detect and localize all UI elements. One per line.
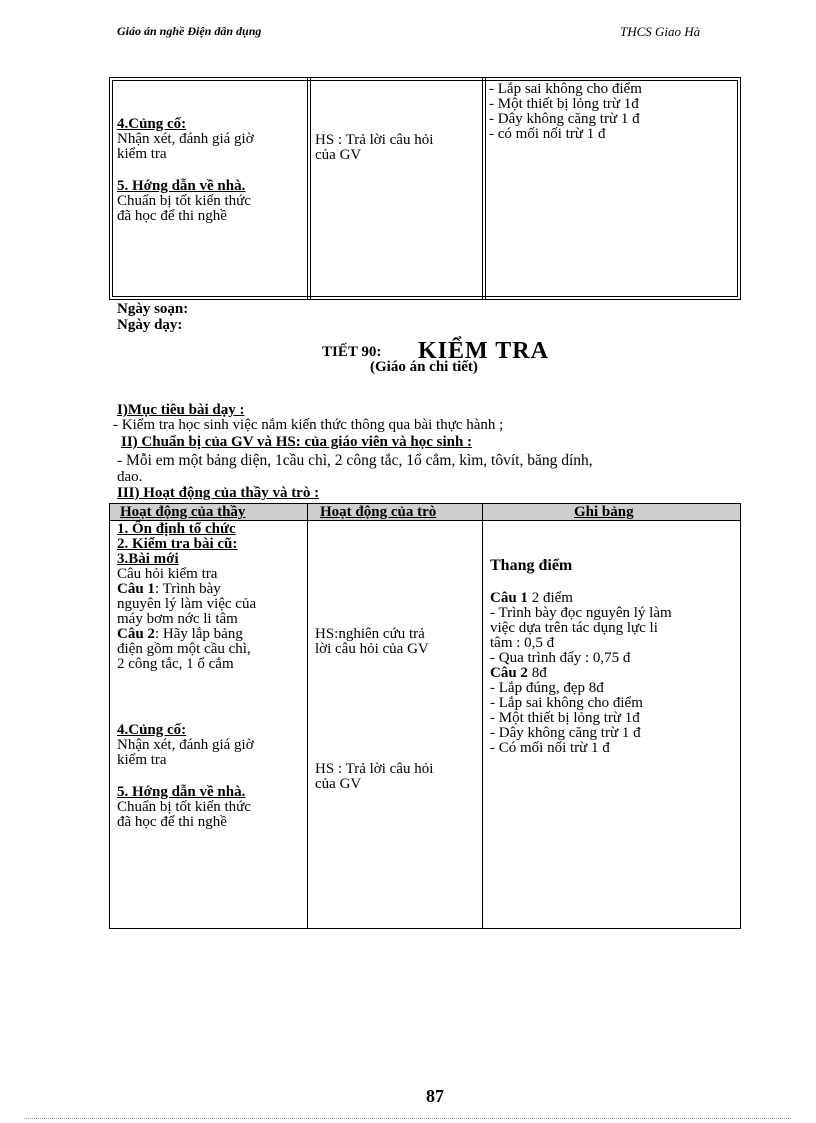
hs-line: HS : Trả lời câu hỏi bbox=[315, 761, 434, 777]
cung-co-line: kiểm tra bbox=[117, 752, 167, 768]
cung-co-line: Nhận xét, đánh giá giờ bbox=[117, 737, 254, 753]
cau1-line: nguyên lý làm việc của bbox=[117, 596, 257, 612]
cau1-line: Câu 1: Trình bày bbox=[117, 581, 221, 597]
chuan-bi-line: - Mỗi em một bảng diện, 1cầu chì, 2 công tắc, 1ổ cắm, kìm, tôvít, băng dính, bbox=[117, 452, 593, 469]
col3-item: - Lắp đúng, đẹp 8đ bbox=[490, 680, 604, 696]
top-table-col2 bbox=[315, 133, 433, 163]
main-col2-block1 bbox=[315, 627, 429, 657]
col3-cau1: Câu 1 2 điểm bbox=[490, 590, 573, 606]
top-table-col1 bbox=[117, 117, 254, 224]
muc-tieu-text: - Kiểm tra học sinh việc nắm kiến thức thông qua bài thực hành ; bbox=[113, 417, 504, 433]
header-teacher: Hoạt động của thầy bbox=[120, 504, 246, 520]
ngay-day: Ngày dạy: bbox=[117, 317, 183, 333]
lesson-title: KIỂM TRA bbox=[418, 338, 549, 364]
header-board: Ghi bảng bbox=[574, 504, 634, 520]
col3-item: - Dây không căng trừ 1 đ bbox=[490, 725, 641, 741]
hs-line: lời câu hỏi của GV bbox=[315, 641, 429, 657]
top-cung-co-line: Nhận xét, đánh giá giờ bbox=[117, 131, 254, 147]
muc-tieu-title: I)Mục tiêu bài dạy : bbox=[117, 402, 245, 418]
top-criteria-item: - Một thiết bị lỏng trừ 1đ bbox=[489, 96, 639, 112]
col3-item: - Có mối nối trừ 1 đ bbox=[490, 740, 610, 756]
col3-item: - Lắp sai không cho điểm bbox=[490, 695, 643, 711]
page-number: 87 bbox=[426, 1086, 444, 1106]
cau1-line: máy bơm nớc li tâm bbox=[117, 611, 238, 627]
cau2-line: điện gồm một cầu chì, bbox=[117, 641, 251, 657]
page-bottom-rule bbox=[25, 1118, 791, 1119]
huong-dan-line: đã học để thi nghề bbox=[117, 814, 227, 830]
top-huong-dan-line: đã học để thi nghề bbox=[117, 208, 227, 224]
ngay-soan: Ngày soạn: bbox=[117, 301, 189, 317]
lesson-number: TIẾT 90: bbox=[322, 344, 382, 360]
col3-cau2: Câu 2 8đ bbox=[490, 665, 547, 681]
main-col1 bbox=[117, 522, 256, 830]
top-huong-dan-title: 5. Hớng dẫn về nhà. bbox=[117, 178, 246, 194]
top-huong-dan-line: Chuẩn bị tốt kiến thức bbox=[117, 193, 251, 209]
header-left: Giáo án nghề Điện dân dụng bbox=[117, 24, 262, 38]
top-criteria-item: - Dây không căng trừ 1 đ bbox=[489, 111, 640, 127]
header-right: THCS Giao Hà bbox=[620, 24, 701, 39]
huong-dan-line: Chuẩn bị tốt kiến thức bbox=[117, 799, 251, 815]
col3-line: tâm : 0,5 đ bbox=[490, 635, 555, 651]
top-hs-line: HS : Trả lời câu hỏi bbox=[315, 132, 434, 148]
bai-moi: 3.Bài mới bbox=[117, 551, 179, 567]
on-dinh: 1. Ổn định tổ chức bbox=[117, 521, 236, 537]
col3-line: việc dựa trên tác dụng lực li bbox=[490, 620, 658, 636]
cau-hoi-kiem-tra: Câu hỏi kiểm tra bbox=[117, 566, 218, 582]
top-hs-line: của GV bbox=[315, 147, 362, 163]
hoat-dong-title: III) Hoạt động của thầy và trò : bbox=[117, 485, 320, 501]
header-student: Hoạt động của trò bbox=[320, 504, 437, 520]
col3-line: - Qua trình đẩy : 0,75 đ bbox=[490, 650, 631, 666]
cung-co-title: 4.Củng cố: bbox=[117, 722, 187, 738]
main-col2-block2 bbox=[315, 762, 433, 792]
top-criteria-item: - Lắp sai không cho điểm bbox=[489, 81, 642, 97]
top-table-col3 bbox=[489, 82, 642, 142]
top-cung-co-title: 4.Củng cố: bbox=[117, 116, 187, 132]
chuan-bi-title: II) Chuẩn bị của GV và HS: của giáo viên và học sinh : bbox=[121, 434, 473, 450]
thang-diem: Thang điểm bbox=[490, 557, 573, 574]
cau2-line: 2 công tắc, 1 ổ cắm bbox=[117, 656, 234, 672]
main-col3 bbox=[490, 558, 672, 756]
col3-line: - Trình bày đọc nguyên lý làm bbox=[490, 605, 672, 621]
hs-line: của GV bbox=[315, 776, 362, 792]
top-cung-co-line: kiểm tra bbox=[117, 146, 167, 162]
col3-item: - Một thiết bị lỏng trừ 1đ bbox=[490, 710, 640, 726]
chuan-bi-line: dao. bbox=[117, 469, 143, 485]
hs-line: HS:nghiên cứu trả bbox=[315, 626, 425, 642]
cau2-line: Câu 2: Hãy lắp bảng bbox=[117, 626, 243, 642]
kiem-tra-bai-cu: 2. Kiểm tra bài cũ: bbox=[117, 536, 238, 552]
huong-dan-title: 5. Hớng dẫn về nhà. bbox=[117, 784, 246, 800]
top-criteria-item: - có mối nối trừ 1 đ bbox=[489, 126, 606, 142]
lesson-subtitle: (Giáo án chi tiết) bbox=[370, 359, 478, 375]
